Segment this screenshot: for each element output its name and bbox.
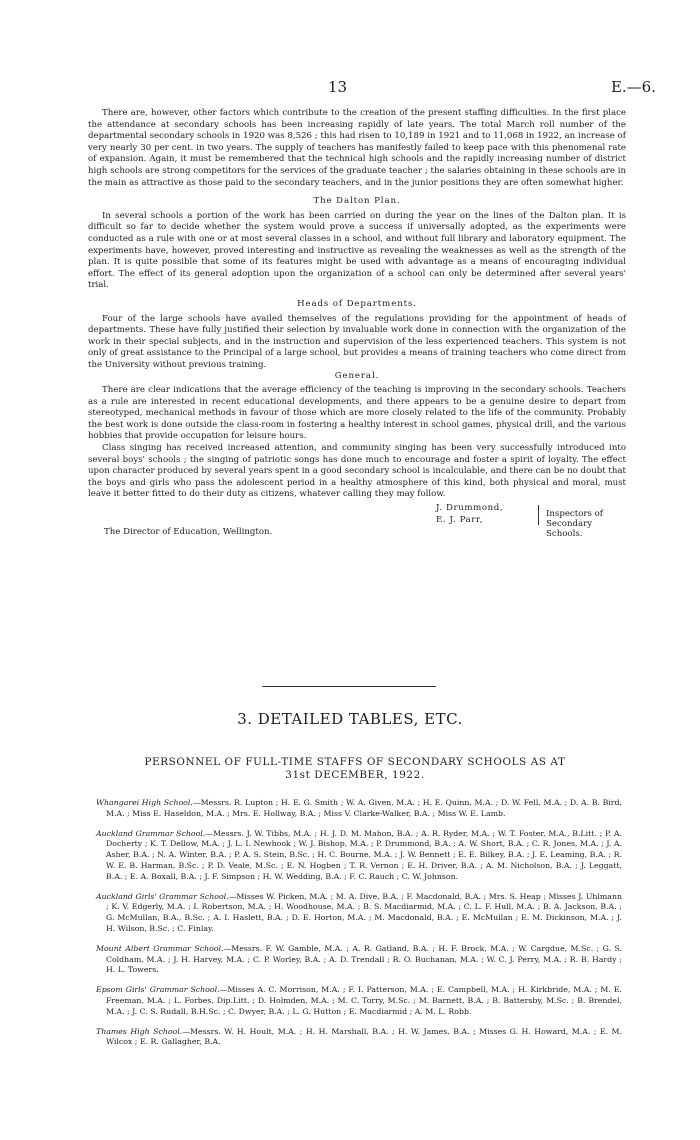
school-entry (96, 892, 622, 935)
page-header (0, 78, 700, 98)
table-title-line-2: 31st DECEMBER, 1922. (285, 769, 425, 781)
dalton-plan-paragraph: In several schools a portion of the work has been carried on during the year on the lines of the Dalton plan. It is difficult so far to decide whether the system would prove a success if universally adopted, as the experiments were conducted as a rule with one or at most several classes in a school, and without full library and laboratory equipment. The experiments have, however, proved interesting and instructive as revealing the weaknesses as well as the strength of the plan. It is quite possible that some of its features might be used with advantage as a means of encouraging individual effort. The effect of its general adoption upon the organization of a school can only be determined after several years' trial. (88, 210, 626, 291)
table-title-line-1: PERSONNEL OF FULL-TIME STAFFS OF SECONDARY SCHOOLS AS AT (144, 756, 566, 768)
staff-names: —Messrs. R. Lupton ; H. E. G. Smith ; W. A. Given, M.A. ; H. E. Quinn, M.A. ; D. W. Fell, M.A. ; D. A. B. Bird, M.A. ; Miss E. Haseldon, M.A. ; Mrs. E. Hollway, B.A. ; Miss V. Clarke-Walker, B.A. ; Miss W. E. Lamb. (106, 798, 622, 818)
staffing-paragraph: There are, however, other factors which contribute to the creation of the present staffing difficulties. In the first place the attendance at secondary schools has been increasing rapidly of late years. The total March roll number of the departmental secondary schools in 1920 was 8,526 ; this had risen to 10,189 in 1921 and to 11,068 in 1922, an increase of very nearly 30 per cent. in two years. The supply of teachers has manifestly failed to keep pace with this phenomenal rate of expansion. Again, it must be remembered that the technical high schools and the rapidly increasing number of district high schools are strong competitors for the services of the graduate teacher ; the salaries obtaining in these schools are in the main as attractive as those paid to the secondary teachers, and in the junior positions they are often somewhat higher. (88, 108, 626, 188)
staff-names: —Misses W. Picken, M.A. ; M. A. Dive, B.A. ; F. Macdonald, B.A. ; Mrs. S. Heap ; Misses J. Uhlmann ; K. V. Edgerly, M.A. ; I. Robertson, M.A. ; H. Woodhouse, M.A. ; B. S. Macdiarmid, M.A. ; C. L. F. Hull, M.A. ; B. A. Jackson, B.A. ; G. McMullan, B.A., B.Sc. ; A. I. Haslett, B.A. ; D. E. Horton, M.A. ; M. Macdonald, B.A. ; E. McMullan ; E. M. Dickinson, M.A. ; J. H. Wilson, B.Sc. ; C. Finlay. (106, 891, 622, 933)
signature-block (88, 503, 626, 539)
general-paragraph-2: Class singing has received increased attention, and community singing has been very successfully introduced into several boys' schools ; the singing of patriotic songs has done much to encourage and foster a spirit of loyalty. The effect upon character produced by several years spent in a good secondary school is incalculable, and there can be no doubt that the boys and girls who pass the adolescent period in a healthy atmosphere of this kind, both physical and moral, must leave it better fitted to do their duty as citizens, whatever calling they may follow. (88, 443, 626, 500)
staff-names: —Messrs. W. H. Hoult, M.A. ; H. H. Marshall, B.A. ; H. W. James, B.A. ; Misses G. H. Howard, M.A. ; E. M. Wilcox ; E. R. Gallagher, B.A. (106, 1026, 622, 1047)
heads-of-departments-paragraph: Four of the large schools have availed themselves of the regulations providing for the appointment of heads of departments. These have fully justified their selection by invaluable work done in connection with the organization of the work in their special subjects, and in the instruction and supervision of the less experienced teachers. This system is not only of great assistance to the Principal of a large school, but provides a means of training teachers who come direct from the University without previous training. (88, 313, 626, 370)
page-number: 13 (328, 78, 348, 96)
school-name: Auckland Grammar School. (96, 828, 206, 838)
addressee: The Director of Education, Wellington. (104, 527, 273, 537)
school-name: Whangarei High School. (96, 798, 193, 807)
heads-of-departments-heading: Heads of Departments. (297, 298, 417, 309)
staff-list (96, 798, 622, 1057)
signatory-drummond: J. Drummond, (436, 503, 504, 513)
school-name: Auckland Girls' Grammar School. (96, 891, 229, 901)
signatory-role: Inspectors of Secondary Schools. (546, 509, 603, 539)
school-entry (96, 798, 622, 820)
section-title: 3. DETAILED TABLES, ETC. (237, 710, 463, 728)
school-entry (96, 944, 622, 976)
general-paragraph-1: There are clear indications that the average efficiency of the teaching is improving in the secondary schools. Teachers as a rule are interested in recent educational developments, and there appears to be a genuine desire to depart from stereotyped, mechanical methods in favour of those which are more closely related to the life of the community. Probably the best work is done outside the class-room in fostering a healthy interest in school games, physical drill, and the various hobbies that provide occupation for leisure hours. (88, 385, 626, 442)
school-entry (96, 1027, 622, 1049)
school-entry (96, 829, 622, 883)
staff-names: —Messrs. F. W. Gamble, M.A. ; A. R. Gatland, B.A. ; H. F. Brock, M.A. ; W. Cargdue, M.Sc. ; G. S. Coldham, M.A. ; J. H. Harvey, M.A. ; C. P. Worley, B.A. ; A. D. Trendall ; R. O. Buchanan, M.A. ; W. C. J. Perry, M.A. ; R. B. Hardy ; H. L. Towers. (106, 943, 622, 975)
staff-names: —Messrs. J. W. Tibbs, M.A. ; H. J. D. M. Mahon, B.A. ; A. R. Ryder, M.A. ; W. T. Foster, M.A., B.Litt. ; P. A. Docherty ; K. T. Dellow, M.A. ; J. L. I. Newhook ; W. J. Bishop, M.A. ; P. Drummond, B.A. ; A. W. Short, B.A. ; C. R. Jones, M.A. ; J. A. Asher, B.A. ; N. A. Winter, B.A. ; P. A. S. Stein, B.Sc. ; H. C. Bourne, M.A. ; J. W. Bennett ; E. E. Bilkey, B.A. ; J. E. Leaming, B.A. ; R. W. E. B. Harman, B.Sc. ; P. D. Veale, M.Sc. ; E. N. Hogben ; T. R. Vernon ; E. H. Driver, B.A. ; A. M. Nicholson, B.A. ; J. Leggatt, B.A. ; E. A. Boxall, B.A. ; J. F. Simpson ; H. W. Wedding, B.A. ; F. C. Rauch ; C. W. Johnson. (106, 828, 623, 881)
general-heading: General. (334, 371, 380, 382)
school-name: Thames High School. (96, 1026, 183, 1036)
dalton-plan-heading: The Dalton Plan. (313, 196, 401, 207)
document-reference: E.—6. (610, 78, 656, 96)
table-title (100, 756, 610, 782)
report-body (88, 108, 626, 539)
section-divider (262, 686, 436, 687)
brace-divider (538, 505, 543, 525)
school-name: Mount Albert Grammar School. (96, 943, 224, 953)
staff-names: —Misses A. C. Morrison, M.A. ; F. I. Patterson, M.A. ; E. Campbell, M.A. ; H. Kirkbride, M.A. ; M. E. Freeman, M.A. ; L. Forbes, Dip.Litt. ; D. Holmden, M.A. ; M. C. Torry, M.Sc. ; M. Barnett, B.A. ; B. Battersby, M.Sc. ; B. Brendel, M.A. ; J. C. S. Rudall, B.H.Sc. ; C. Dwyer, B.A. ; L. G. Hutton ; E. Macdiarmid ; A. M. L. Robb. (106, 985, 622, 1016)
school-name: Epsom Girls' Grammar School. (96, 985, 220, 995)
signatory-parr: E. J. Parr, (436, 514, 484, 525)
school-entry (96, 985, 622, 1017)
